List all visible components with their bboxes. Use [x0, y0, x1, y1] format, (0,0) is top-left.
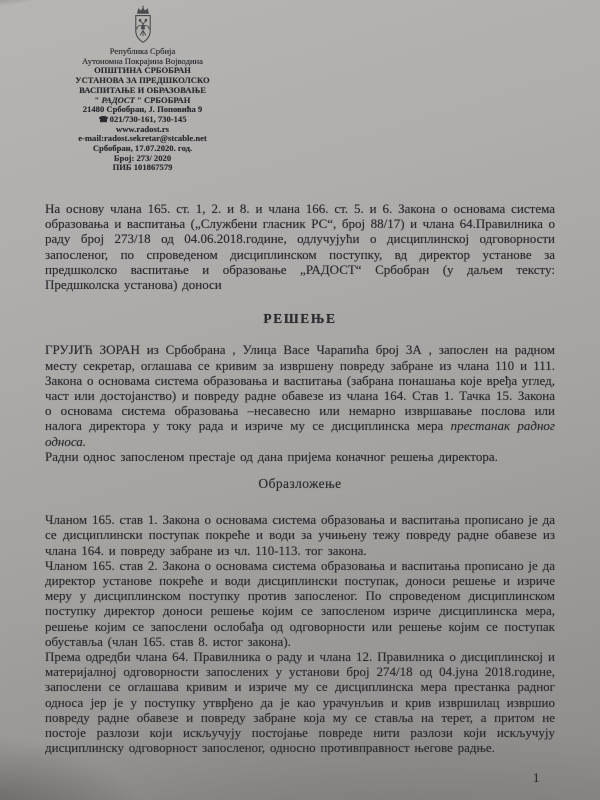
letterhead-address: 21480 Србобран, Ј. Поповића 9 [82, 104, 203, 115]
page-number: 1 [533, 770, 540, 785]
decision-measure-italic: престанак радног односа. [45, 418, 555, 449]
phone-icon: ☎ [98, 114, 109, 124]
letterhead-pib: ПИБ 101867579 [112, 162, 173, 173]
decision-title: РЕШЕЊЕ [263, 311, 337, 327]
institution-city: " СРБОБРАН [134, 94, 191, 105]
intro-paragraph: На основу члана 165. ст. 1, 2. и 8. и члана 166. ст. 5. и 6. Закона о основама система образовања и васпитања („Службени гласник РС“, број 88/17) и члана 64.Правилника о раду број 273/18 од 04.06.2018.године, одлучујући о дисциплинској одговорности запосленог, по спроведеном дисциплинском поступку, вд директор установе за предшколско васпитање и образовање „РАДОСТ“ Србобран (у даљем тексту: Предшколска установа) доноси [45, 201, 555, 293]
phone-numbers: 021/730-161, 730-145 [109, 113, 187, 124]
rationale-paragraph-1: Чланом 165. став 1. Закона о основама система образовања и васпитања прописано је да се дисциплински поступак покреће и води за учињену тежу повреду радне обавезе из члана 164. и повреду забране из чл. 110-113. тог закона. [45, 512, 555, 558]
letterhead-website: www.radost.rs [116, 123, 169, 134]
letterhead [40, 47, 245, 173]
rationale-paragraph-3: Према одредби члана 64. Правилника о раду и члана 12. Правилника о дисциплинској и материјалној одговорности запослених у установи број 274/18 од 04.јуна 2018.године, запослени се оглашава кривим и изриче му се дисциплинска мера престанка радног односа јер је у поступку утврђено да је као урачунљив и крив извршилац извршио повреду радне обавезе и повреду забране која му се ставља на терет, а притом не постоје разлози који искључују постојање повреде нити разлози који искључују дисциплинску одговорност запосленог, односно противправност његове радње. [45, 649, 555, 756]
letterhead-institution-line1: УСТАНОВА ЗА ПРЕДШКОЛСКО [75, 75, 210, 86]
document-body [45, 201, 555, 756]
rationale-heading: Образложење [258, 476, 342, 492]
decision-text: ГРУЈИЋ ЗОРАН из Србобрана , Улица Васе Чарапића број 3А , запослен на радном месту секретар, оглашава се кривим за извршену повреду забране из члана 110 и 111. Закона о основама система образовања и васпитања (забрана понашања које вређа углед, част или достојанство) и повреду радне обавезе из члана 164. Став 1. Тачка 15. Закона о основама система образовања –несавесно или немарно извршавање послова или налога директора у току рада и изриче му се дисциплинска мера [45, 342, 555, 434]
serbia-coat-of-arms-icon [126, 4, 160, 50]
letterhead-email: e-mail:radost.sekretar@stcable.net [78, 133, 207, 144]
decision-effect-paragraph: Радни однос запосленом престаје од дана пријема коначног решења директора. [45, 448, 498, 464]
rationale-paragraph-2: Чланом 165. став 2. Закона о основама система образовања и васпитања прописано је да директор установе покреће и води дисциплински поступак, доноси решење и изриче меру у дисциплинском поступку против запосленог. По спроведеном дисциплинском поступку директор доноси решење којим се запосленом изриче дисциплинска мера, решење којим се запослени ослобађа од одговорности или решење којим се поступак обуставља (члан 165. став 8. истог закона). [45, 557, 555, 649]
letterhead-country: Република Србија [109, 46, 176, 56]
quote-open: " [94, 94, 102, 105]
institution-name-italic: РАДОСТ [101, 94, 135, 105]
letterhead-municipality: ОПШТИНА СРБОБРАН [94, 65, 191, 76]
decision-paragraph [45, 342, 555, 448]
letterhead-province: Аутономна Покрајина Војводина [82, 55, 203, 66]
letterhead-doc-number: Број: 273/ 2020 [113, 152, 172, 163]
letterhead-institution-line2: ВАСПИТАЊЕ И ОБРАЗОВАЊЕ [79, 84, 206, 95]
letterhead-place-date: Србобран, 17.07.2020. год. [92, 143, 193, 154]
